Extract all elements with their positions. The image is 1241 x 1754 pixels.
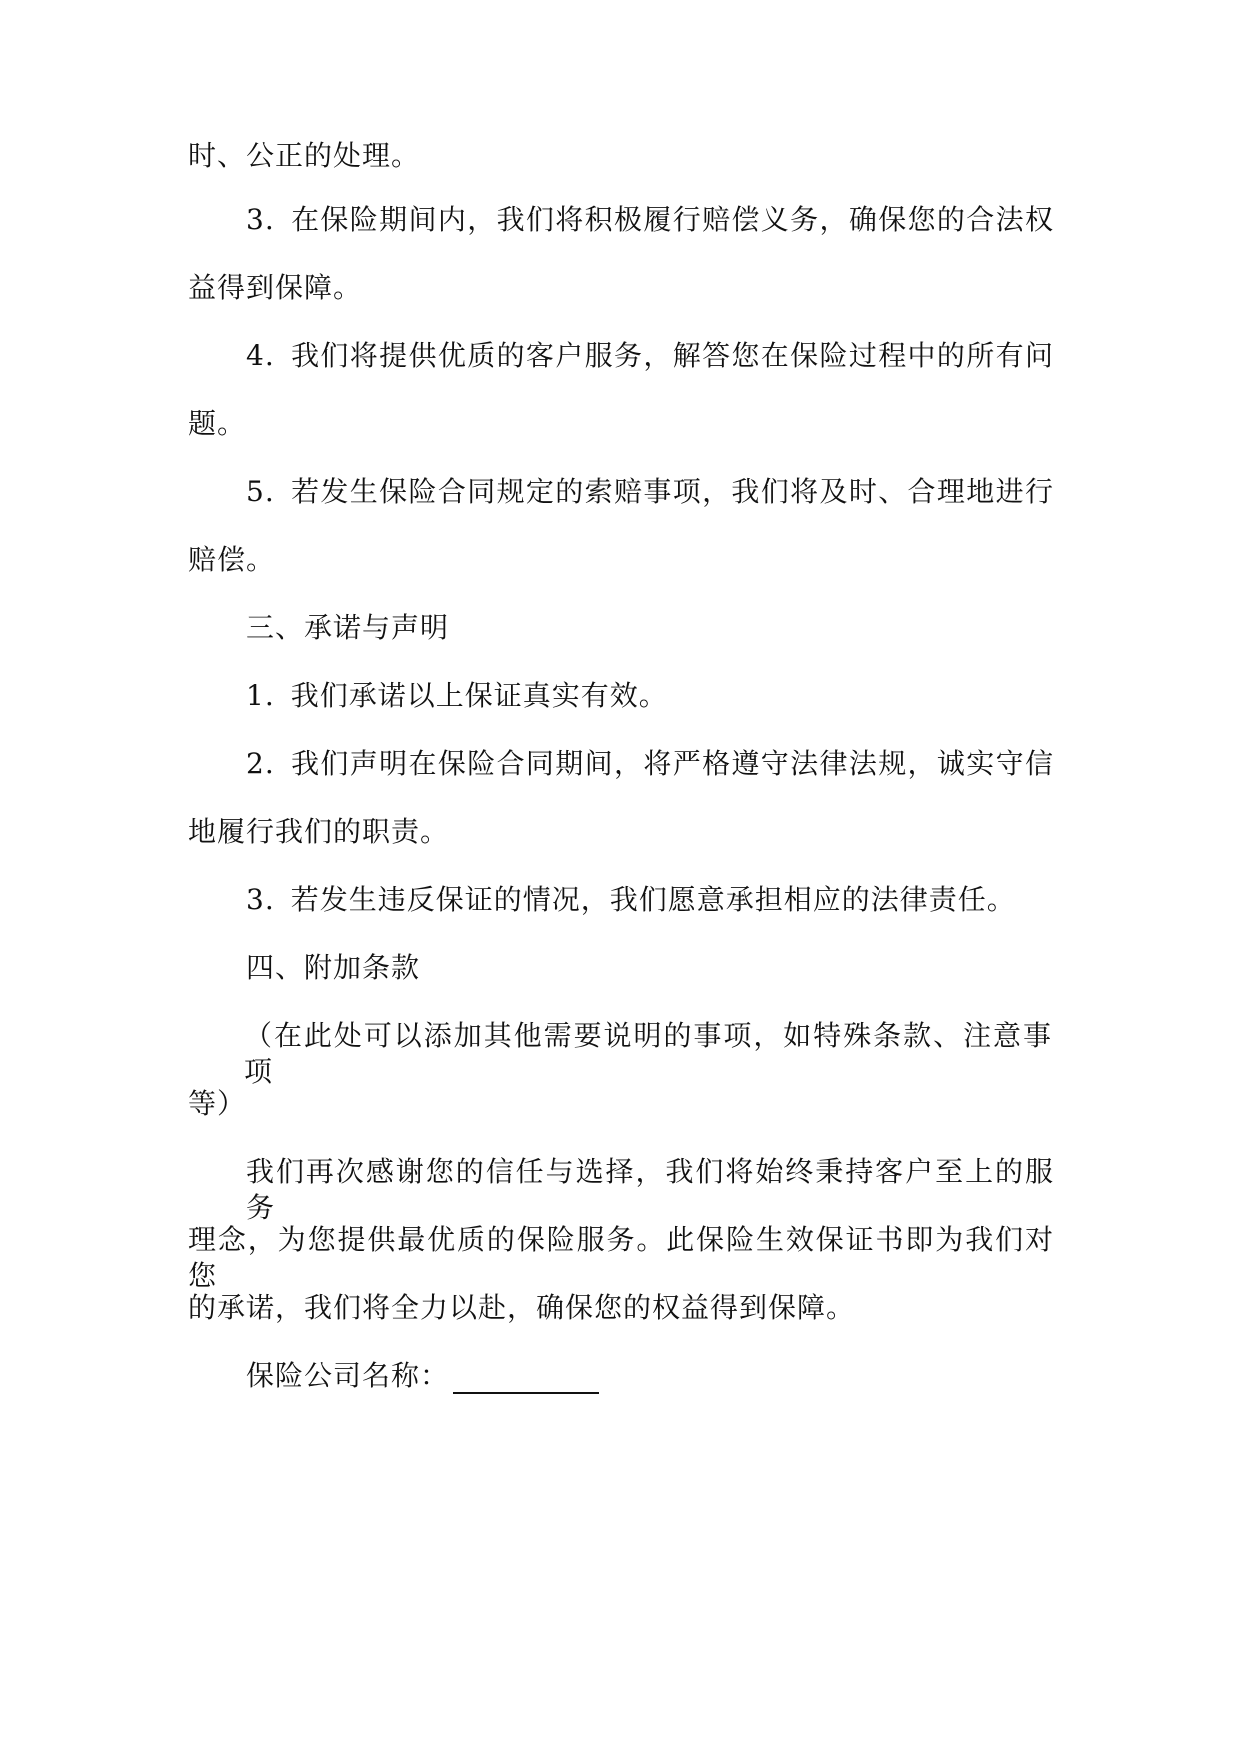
list-text: 若发生保险合同规定的索赔事项，我们将及时、合理地进行	[290, 475, 1054, 508]
section-heading-additional-terms: 四、附加条款	[246, 951, 421, 984]
list-item-3-line1	[246, 202, 1054, 238]
list-text: 在保险期间内，我们将积极履行赔偿义务，确保您的合法权	[290, 203, 1054, 236]
closing-line1: 我们再次感谢您的信任与选择，我们将始终秉持客户至上的服务	[246, 1155, 1054, 1224]
commitment-item-1	[246, 678, 668, 714]
note-line2: 等）	[188, 1087, 247, 1120]
company-name-field	[246, 1358, 599, 1394]
list-item-4-line1	[246, 338, 1054, 374]
list-item-3-line2: 益得到保障。	[188, 271, 363, 304]
list-item-5-line2: 赔偿。	[188, 543, 276, 576]
paragraph-continuation: 时、公正的处理。	[188, 139, 421, 172]
list-text: 我们承诺以上保证真实有效。	[290, 679, 668, 712]
list-number: 5.	[246, 475, 275, 508]
list-number: 4.	[246, 339, 275, 372]
list-number: 2.	[246, 747, 275, 780]
list-number: 3.	[246, 883, 275, 916]
list-text: 我们将提供优质的客户服务，解答您在保险过程中的所有问	[290, 339, 1054, 372]
list-item-5-line1	[246, 474, 1054, 510]
commitment-item-3	[246, 882, 1016, 918]
closing-line2: 理念，为您提供最优质的保险服务。此保险生效保证书即为我们对您	[188, 1223, 1054, 1292]
list-number: 3.	[246, 203, 275, 236]
list-item-4-line2: 题。	[188, 407, 247, 440]
company-name-blank	[453, 1362, 599, 1394]
list-number: 1.	[246, 679, 275, 712]
note-line1: （在此处可以添加其他需要说明的事项，如特殊条款、注意事项	[244, 1019, 1052, 1088]
list-text: 若发生违反保证的情况，我们愿意承担相应的法律责任。	[290, 883, 1016, 916]
commitment-item-2-line1	[246, 746, 1054, 782]
section-heading-commitments: 三、承诺与声明	[246, 611, 450, 644]
company-name-label: 保险公司名称：	[246, 1359, 450, 1392]
list-text: 我们声明在保险合同期间，将严格遵守法律法规，诚实守信	[290, 747, 1054, 780]
closing-line3: 的承诺，我们将全力以赴，确保您的权益得到保障。	[188, 1291, 856, 1324]
commitment-item-2-line2: 地履行我们的职责。	[188, 815, 450, 848]
